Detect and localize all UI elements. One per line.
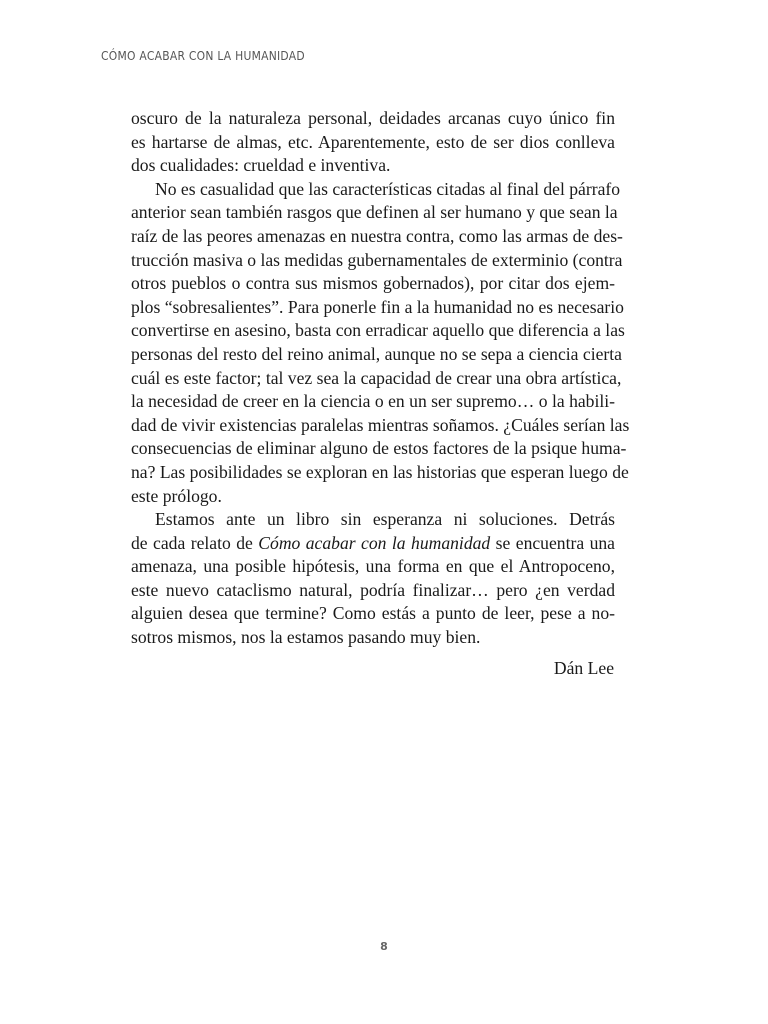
text-line: cuál es este factor; tal vez sea la capacidad de crear una obra artística, — [131, 367, 622, 388]
text-line: raíz de las peores amenazas en nuestra contra, como las armas de des- — [131, 225, 623, 246]
text-line: na? Las posibilidades se exploran en las historias que esperan luego de — [131, 461, 629, 482]
text-line: alguien desea que termine? Como estás a punto de leer, pese a no- — [131, 603, 615, 624]
text-line: trucción masiva o las medidas gubernamentales de exterminio (contra — [131, 249, 623, 270]
text-line: es hartarse de almas, etc. Aparentemente, esto de ser dios conlleva — [131, 131, 615, 152]
text-line: No es casualidad que las características citadas al final del párrafo — [155, 178, 621, 199]
text-line: Estamos ante un libro sin esperanza ni soluciones. Detrás — [155, 509, 615, 530]
text-line: personas del resto del reino animal, aunque no se sepa a ciencia cierta — [131, 343, 622, 364]
text-line: anterior sean también rasgos que definen al ser humano y que sean la — [131, 202, 618, 223]
text-line: este prólogo. — [131, 485, 222, 506]
text-line: dad de vivir existencias paralelas mientras soñamos. ¿Cuáles serían las — [131, 414, 630, 435]
book-title-italic: Cómo acabar con la humanidad — [258, 532, 491, 553]
text-line: otros pueblos o contra sus mismos gobernados), por citar dos ejem- — [131, 273, 615, 294]
running-header: CÓMO ACABAR CON LA HUMANIDAD — [101, 48, 305, 63]
text-line: amenaza, una posible hipótesis, una forma en que el Antropoceno, — [131, 556, 615, 577]
text-line: dos cualidades: crueldad e inventiva. — [131, 155, 391, 176]
text-line: plos “sobresalientes”. Para ponerle fin a la humanidad no es necesario — [131, 296, 624, 317]
text-line: sotros mismos, nos la estamos pasando muy bien. — [131, 627, 481, 648]
text-line: este nuevo cataclismo natural, podría finalizar… pero ¿en verdad — [131, 579, 615, 600]
page-number: 8 — [380, 940, 388, 953]
paragraph-2 — [131, 178, 630, 508]
paragraph-3 — [131, 508, 615, 650]
text-line-with-italic-title: de cada relato de Cómo acabar con la humanidad se encuentra una — [131, 532, 615, 553]
text-line: oscuro de la naturaleza personal, deidades arcanas cuyo único fin — [131, 108, 615, 128]
text-line: la necesidad de creer en la ciencia o en un ser supremo… o la habili- — [131, 391, 615, 412]
text-line: consecuencias de eliminar alguno de estos factores de la psique huma- — [131, 438, 627, 459]
paragraph-1 — [131, 107, 615, 178]
body-text — [131, 107, 630, 650]
text-line: convertirse en asesino, basta con erradicar aquello que diferencia a las — [131, 320, 625, 341]
author-signature: Dán Lee — [553, 658, 614, 678]
